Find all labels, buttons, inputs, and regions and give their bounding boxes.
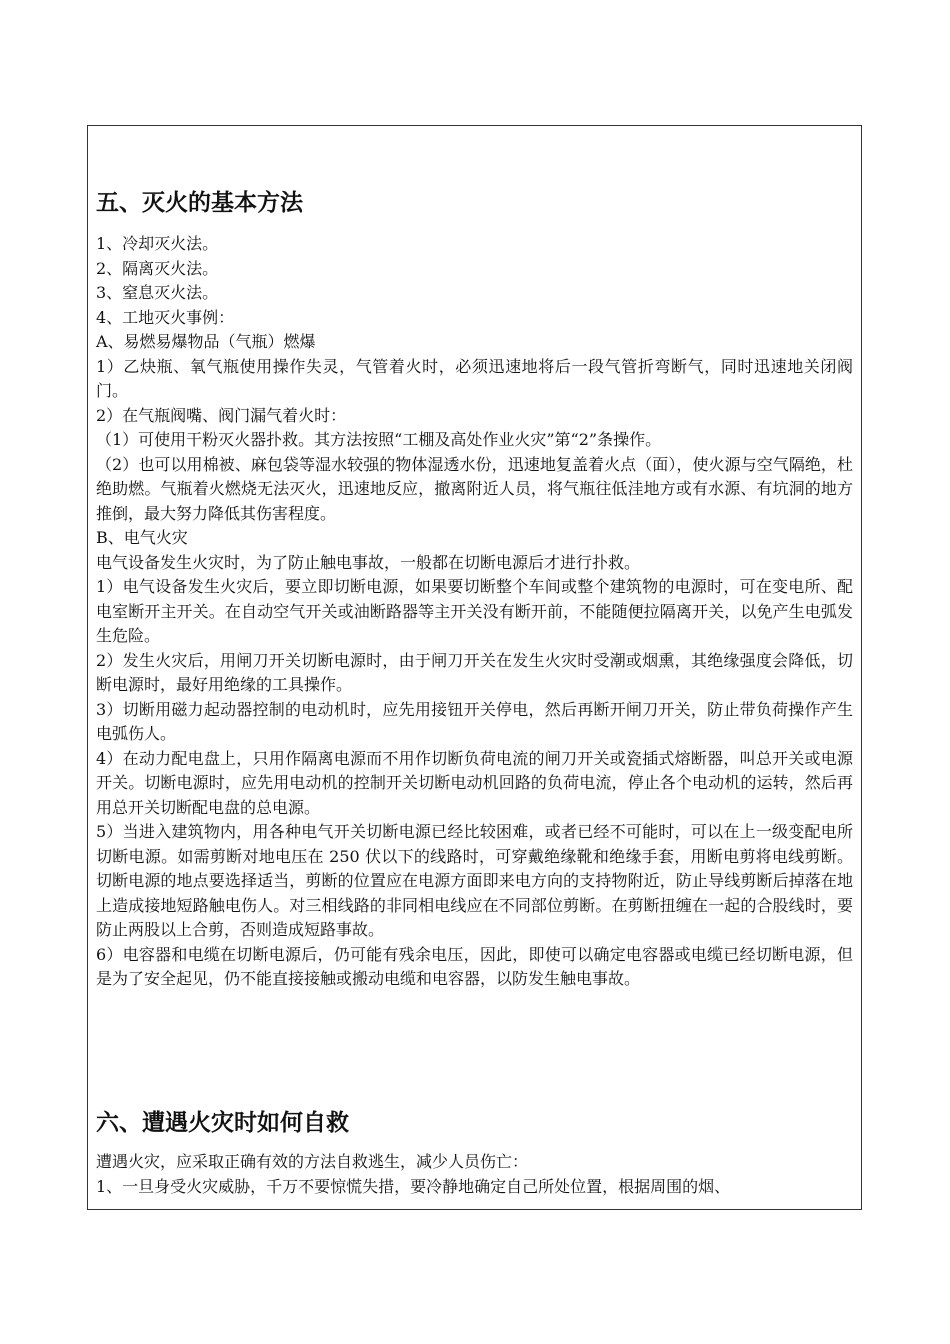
paragraph: 1、冷却灭火法。: [96, 234, 219, 253]
paragraph: 1）电气设备发生火灾后，要立即切断电源，如果要切断整个车间或整个建筑物的电源时，可在变电所、配电室断开主开关。在自动空气开关或油断路器等主开关没有断开前，不能随便拉隔离开关，以免产生电弧发生危险。: [96, 577, 853, 645]
section-6-title: 六、遭遇火灾时如何自救: [96, 1109, 349, 1136]
paragraph: B、电气火灾: [96, 528, 188, 547]
paragraph: （1）可使用干粉灭火器扑救。其方法按照“工棚及高处作业火灾”第“2”条操作。: [96, 430, 662, 449]
paragraph: 2）发生火灾后，用闸刀开关切断电源时，由于闸刀开关在发生火灾时受潮或烟熏，其绝缘强度会降低，切断电源时，最好用绝缘的工具操作。: [96, 650, 853, 694]
paragraph: 1、一旦身受火灾威胁，千万不要惊慌失措，要冷静地确定自己所处位置，根据周围的烟、: [96, 1176, 731, 1196]
section-5-body: [96, 232, 853, 992]
paragraph: A、易燃易爆物品（气瓶）燃爆: [96, 332, 316, 351]
paragraph: 电气设备发生火灾时，为了防止触电事故，一般都在切断电源后才进行扑救。: [96, 552, 641, 572]
paragraph: 1）乙炔瓶、氧气瓶使用操作失灵，气管着火时，必须迅速地将后一段气管折弯断气，同时迅速地关闭阀门。: [96, 356, 853, 400]
section-5-title: 五、灭火的基本方法: [96, 189, 303, 216]
paragraph: 2）在气瓶阀嘴、阀门漏气着火时：: [96, 405, 347, 425]
paragraph: 2、隔离灭火法。: [96, 258, 219, 278]
paragraph: 6）电容器和电缆在切断电源后，仍可能有残余电压，因此，即使可以确定电容器或电缆已经切断电源，但是为了安全起见，仍不能直接接触或搬动电缆和电容器，以防发生触电事故。: [96, 944, 853, 988]
section-6-body: [96, 1150, 853, 1199]
paragraph: 4）在动力配电盘上，只用作隔离电源而不用作切断负荷电流的闸刀开关或瓷插式熔断器，叫总开关或电源开关。切断电源时，应先用电动机的控制开关切断电动机回路的负荷电流，停止各个电动机的运转，然后再用总开关切断配电盘的总电源。: [96, 748, 853, 817]
paragraph: 3）切断用磁力起动器控制的电动机时，应先用接钮开关停电，然后再断开闸刀开关，防止带负荷操作产生电弧伤人。: [96, 699, 853, 743]
paragraph: （2）也可以用棉被、麻包袋等湿水较强的物体湿透水份，迅速地复盖着火点（面），使火源与空气隔绝，杜绝助燃。气瓶着火燃烧无法灭火，迅速地反应，撤离附近人员，将气瓶往低洼地方或有水源、有坑洞的地方推倒，最大努力降低其伤害程度。: [96, 454, 853, 523]
paragraph: 3、窒息灭火法。: [96, 283, 219, 302]
paragraph: 遭遇火灾，应采取正确有效的方法自救逃生，减少人员伤亡：: [96, 1152, 529, 1171]
paragraph: 4、工地灭火事例：: [96, 307, 235, 327]
paragraph: 5）当进入建筑物内，用各种电气开关切断电源已经比较困难，或者已经不可能时，可以在上一级变配电所切断电源。如需剪断对地电压在 250 伏以下的线路时，可穿戴绝缘靴和绝缘手套，用断电剪将电线剪断。切断电源的地点要选择适当，剪断的位置应在电源方面即来电方向的支持物附近，防止导线剪断后掉落在地上造成接地短路触电伤人。对三相线路的非同相电线应在不同部位剪断。在剪断扭缠在一起的合股线时，要防止两股以上合剪，否则造成短路事故。: [96, 822, 853, 939]
document-frame: [87, 125, 862, 1210]
